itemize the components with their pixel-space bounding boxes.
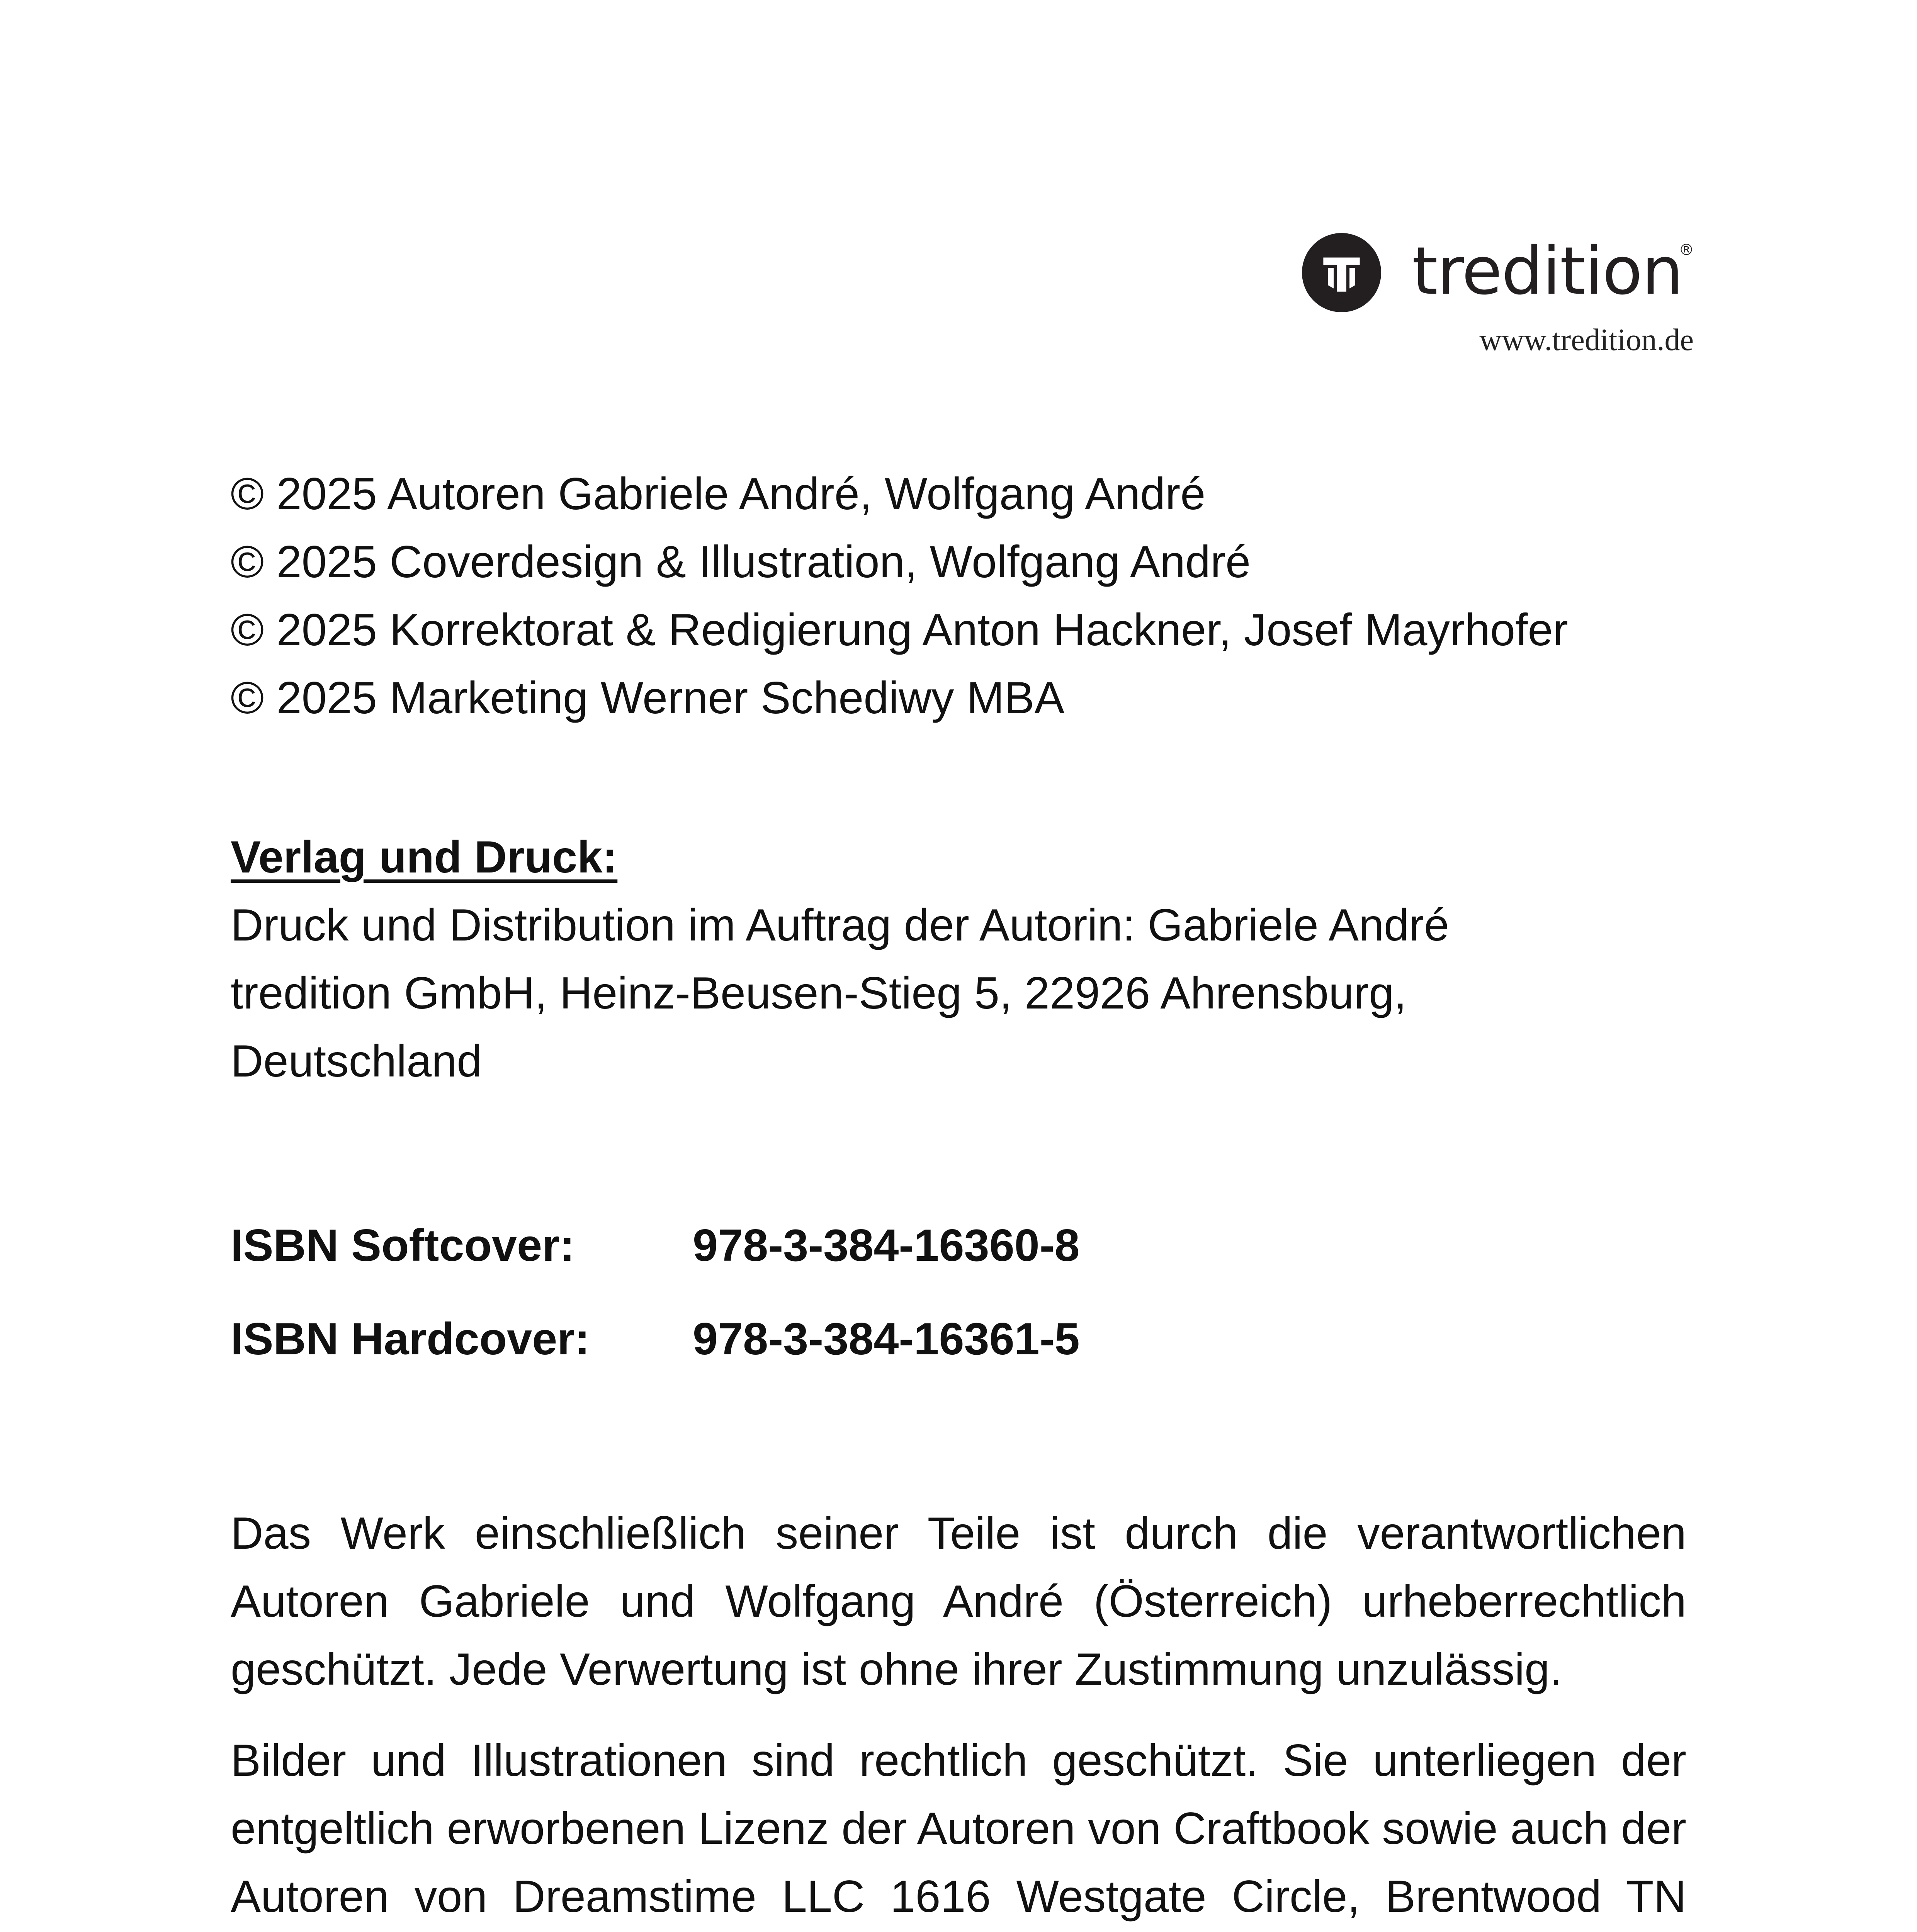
isbn-block [231,1211,1686,1398]
publisher-line: Deutschland [231,1036,482,1086]
publisher-heading: Verlag und Druck: [231,832,618,882]
copyright-line: © 2025 Korrektorat & Redigierung Anton Hackner, Josef Mayrhofer [231,604,1568,655]
copyright-line: © 2025 Autoren Gabriele André, Wolfgang André [231,468,1206,519]
copyright-line: © 2025 Coverdesign & Illustration, Wolfgang André [231,536,1251,587]
publisher-logo [1302,230,1694,313]
logo-wordmark: tredition [1412,233,1683,310]
copyright-line: © 2025 Marketing Werner Schediwy MBA [231,672,1065,723]
legal-block [231,1499,1686,1932]
publisher-line: tredition GmbH, Heinz-Beusen-Stieg 5, 22926 Ahrensburg, [231,968,1407,1018]
publisher-url[interactable]: www.tredition.de [1479,323,1694,357]
registered-mark: ® [1679,241,1694,259]
isbn-value: 978-3-384-16360-8 [693,1220,1080,1270]
tredition-logo-icon [1302,233,1381,312]
isbn-label: ISBN Hardcover: [231,1313,590,1364]
isbn-row-hardcover [231,1305,1686,1373]
isbn-label: ISBN Softcover: [231,1220,575,1270]
legal-paragraph-images: Bilder und Illustrationen sind rechtlich geschützt. Sie unterliegen der entgeltlich erworbenen Lizenz der Autoren von Craftbook sowie auch der Autoren von Dreamstime LLC 1616 Westgate Circle, Brentwood TN [231,1735,1686,1922]
legal-paragraph-rights: Das Werk einschließlich seiner Teile ist durch die verantwortlichen Autoren Gabriele und Wolfgang André (Österreich) urheberrechtlich geschützt. Jede Verwertung ist ohne ihrer Zustimmung unzulässig. [231,1508,1686,1694]
isbn-value: 978-3-384-16361-5 [693,1313,1080,1364]
publisher-line: Druck und Distribution im Auftrag der Autorin: Gabriele André [231,900,1450,950]
publisher-block [231,823,1686,1095]
isbn-row-softcover [231,1211,1686,1279]
copyright-block [231,460,1686,732]
